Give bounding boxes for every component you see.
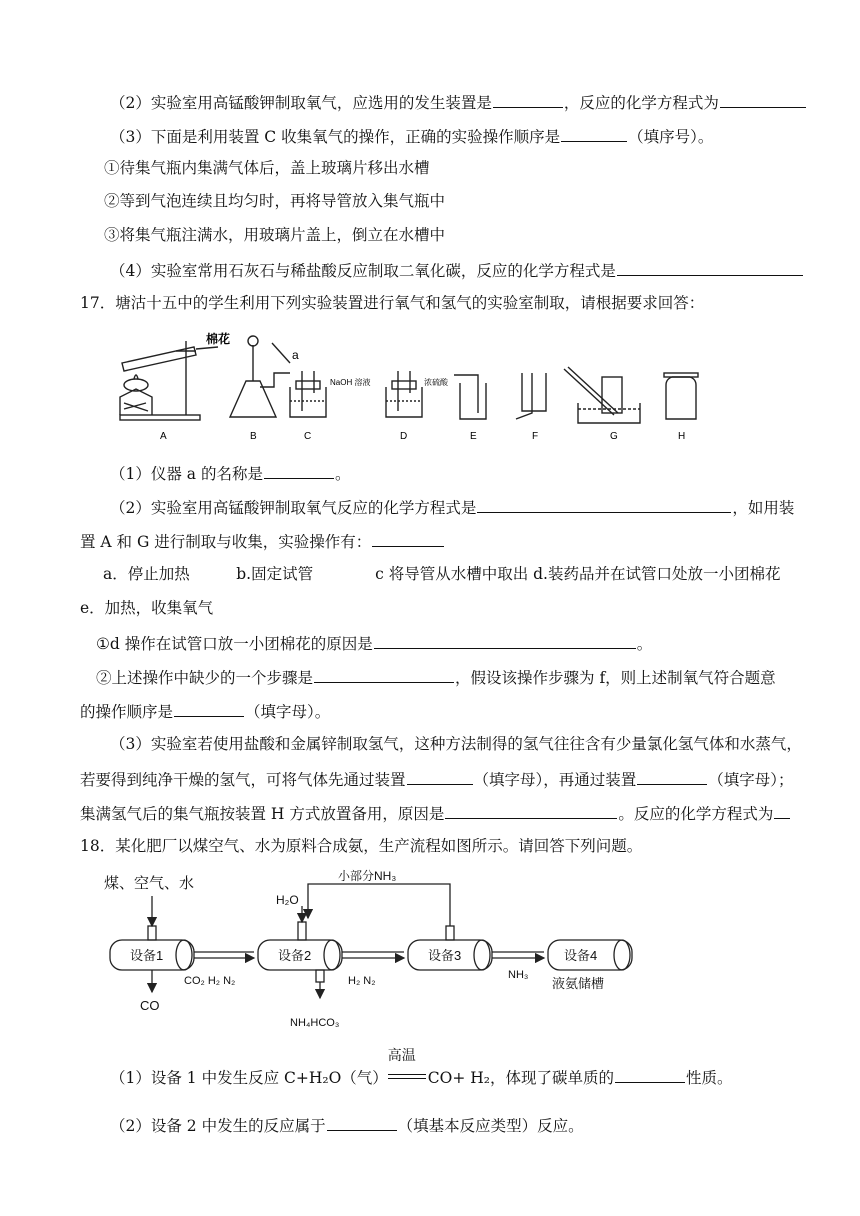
cotton-label: 棉花 — [206, 332, 231, 346]
fig-label-C: C — [304, 431, 312, 442]
answer-blank[interactable] — [637, 768, 707, 785]
answer-blank[interactable] — [445, 802, 617, 819]
answer-blank[interactable] — [774, 802, 790, 819]
q17-part3-cont2: 集满氢气后的集气瓶按装置 H 方式放置备用，原因是 。反应的化学方程式为 — [80, 802, 791, 824]
q16-step3: ③将集气瓶注满水，用玻璃片盖上，倒立在水槽中 — [104, 226, 446, 244]
fig-label-A: A — [160, 431, 167, 442]
apparatus-C — [290, 371, 326, 417]
q17-part3: （3）实验室若使用盐酸和金属锌制取氢气，这种方法制得的氢气往往含有少量氯化氢气体和水蒸气， — [110, 735, 802, 753]
device1-gases-label: CO₂ H₂ N₂ — [184, 975, 236, 987]
device-2-label: 设备2 — [278, 948, 312, 963]
h2so4-label: 浓硫酸 — [424, 378, 448, 387]
q17-part2-cont: 置 A 和 G 进行制取与收集，实验操作有： — [80, 530, 445, 552]
apparatus-E — [454, 375, 486, 419]
answer-blank[interactable] — [407, 768, 473, 785]
reaction-condition: 高温 — [388, 1066, 428, 1086]
q16-part4: （4）实验室常用石灰石与稀盐酸反应制取二氧化碳，反应的化学方程式是 — [110, 259, 804, 281]
answer-blank[interactable] — [327, 1114, 397, 1131]
ammonia-process-flow — [100, 866, 660, 1036]
q17-part3-cont: 若要得到纯净干燥的氢气，可将气体先通过装置 （填字母），再通过装置 （填字母）； — [80, 768, 794, 790]
fig-label-H: H — [678, 431, 686, 442]
q17-item2-cont: 的操作顺序是 （填字母）。 — [80, 700, 330, 722]
q16-step1: ①待集气瓶内集满气体后，盖上玻璃片移出水槽 — [104, 159, 430, 177]
fig-label-D: D — [400, 431, 408, 442]
fig-label-E: E — [470, 431, 477, 442]
equals-bar — [388, 1078, 426, 1079]
q17-item2: ②上述操作中缺少的一个步骤是 ，假设该操作步骤为 f，则上述制氧气符合题意 — [96, 666, 776, 688]
input-label: 煤、空气、水 — [104, 875, 195, 892]
equals-bar — [388, 1074, 426, 1075]
q16-part3: （3）下面是利用装置 C 收集氧气的操作，正确的实验操作顺序是 （填序号）。 — [110, 125, 713, 147]
q17-operations-2: e．加热，收集氧气 — [80, 599, 214, 617]
naoh-label: NaOH 溶液 — [330, 378, 371, 387]
fig-label-G: G — [610, 431, 618, 442]
q17-part1: （1）仪器 a 的名称是 。 — [110, 462, 350, 484]
device-4-label: 设备4 — [564, 948, 598, 963]
q16-part2: （2）实验室用高锰酸钾制取氧气，应选用的发生装置是 ，反应的化学方程式为 — [110, 91, 807, 113]
nh3-label: NH₃ — [508, 969, 529, 981]
instrument-a-label: a — [292, 348, 299, 362]
apparatus-A — [120, 341, 218, 420]
q18-part1: （1）设备 1 中发生反应 C+H₂O（气） 高温 CO+ H₂，体现了碳单质的 性质。 — [110, 1048, 733, 1087]
apparatus-D — [386, 371, 422, 417]
q17-part2: （2）实验室用高锰酸钾制取氧气反应的化学方程式是 ，如用装 — [110, 496, 794, 518]
apparatus-G — [564, 367, 640, 423]
fig-label-B: B — [250, 431, 257, 442]
apparatus-B — [230, 336, 290, 417]
device-3-label: 设备3 — [428, 948, 462, 963]
answer-blank[interactable] — [374, 632, 636, 649]
answer-blank[interactable] — [493, 91, 563, 108]
h2o-label: H₂O — [276, 893, 299, 907]
recycle-label: 小部分NH₃ — [338, 869, 397, 883]
fig-label-F: F — [532, 431, 539, 442]
q18-title: 18．某化肥厂以煤空气、水为原料合成氨，生产流程如图所示。请回答下列问题。 — [80, 837, 643, 855]
q18-part2: （2）设备 2 中发生的反应属于 （填基本反应类型）反应。 — [110, 1114, 584, 1136]
co-output-label: CO — [140, 998, 160, 1013]
answer-blank[interactable] — [561, 125, 627, 142]
device2-gases-label: H₂ N₂ — [348, 975, 376, 987]
apparatus-F — [516, 373, 546, 419]
answer-blank[interactable] — [264, 462, 334, 479]
q17-title: 17．塘沽十五中的学生利用下列实验装置进行氧气和氢气的实验室制取，请根据要求回答： — [80, 294, 705, 312]
apparatus-H — [664, 373, 698, 419]
device-1-label: 设备1 — [130, 948, 164, 963]
answer-blank[interactable] — [372, 530, 444, 547]
q17-operations-1: a．停止加热 b.固定试管 c 将导管从水槽中取出 d.装药品并在试管口处放一小团棉花 — [103, 565, 781, 583]
nh4hco3-label: NH₄HCO₃ — [290, 1017, 340, 1029]
answer-blank[interactable] — [477, 496, 731, 513]
answer-blank[interactable] — [617, 259, 803, 276]
answer-blank[interactable] — [174, 700, 244, 717]
answer-blank[interactable] — [615, 1066, 685, 1083]
liquid-ammonia-tank-label: 液氨储槽 — [552, 976, 605, 991]
answer-blank[interactable] — [314, 666, 454, 683]
q17-item1: ①d 操作在试管口放一小团棉花的原因是 。 — [96, 632, 652, 654]
q16-step2: ②等到气泡连续且均匀时，再将导管放入集气瓶中 — [104, 192, 446, 210]
answer-blank[interactable] — [720, 91, 806, 108]
lab-apparatus-figure — [106, 323, 706, 445]
